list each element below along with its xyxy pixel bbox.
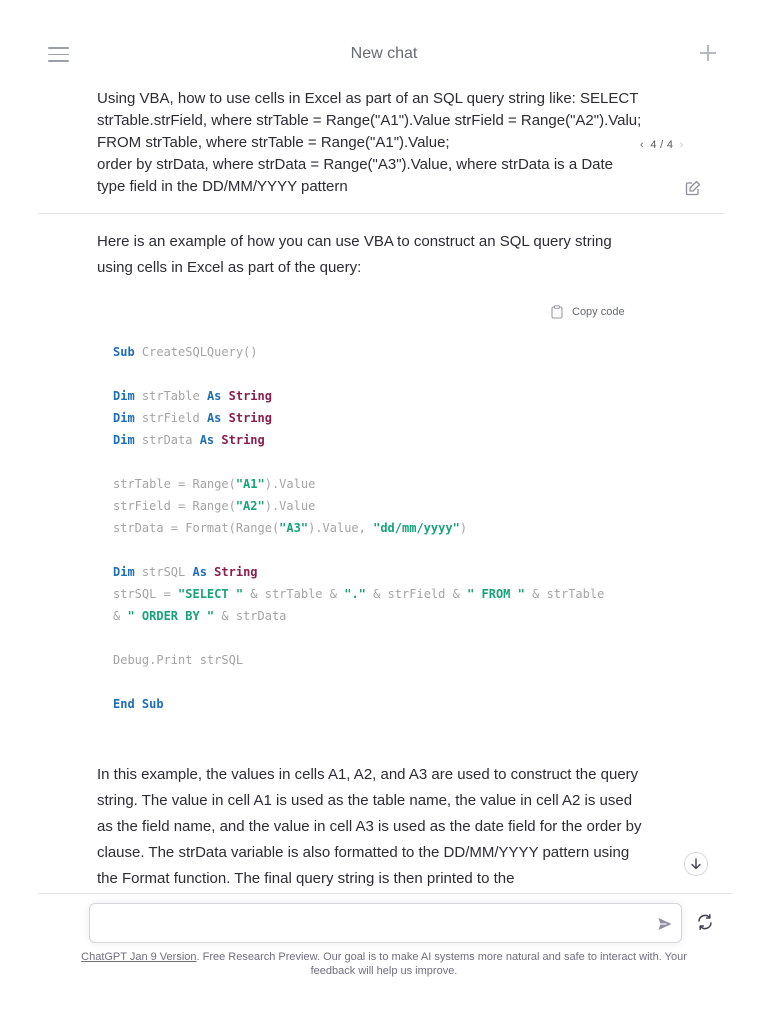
code-line [113, 341, 604, 363]
chevron-left-icon[interactable]: ‹ [640, 139, 644, 151]
code-line [113, 649, 604, 671]
code-token: strData [141, 433, 200, 447]
answer-explanation: In this example, the values in cells A1, A2, and A3 are used to construct the query string. The value in cell A1 is used as the table name, the value in cell A2 is used as the field name, and the value in cell A3 is used as the date field for the order by clause. The strData variable is also formatted to the DD/MM/YYYY pattern using the Format function. The final query string is then printed to the [97, 766, 642, 887]
chevron-right-icon[interactable]: › [679, 139, 684, 151]
code-token: "." [344, 587, 366, 601]
message-input[interactable] [102, 913, 646, 932]
code-token: strField [141, 411, 207, 425]
code-block [113, 341, 604, 715]
code-line [113, 583, 604, 605]
user-message [97, 88, 657, 198]
clipboard-icon [551, 305, 563, 319]
code-line [113, 451, 604, 473]
code-token: Dim [113, 565, 142, 579]
code-token: " ORDER BY " [127, 609, 215, 623]
code-line [113, 561, 604, 583]
code-token: ).Value, [308, 521, 374, 535]
user-message-line: strTable.strField, where strTable = Range("A1").Value strField = Range("A2").Valu; [97, 112, 642, 129]
response-pager [637, 139, 687, 151]
code-token: strTable = Range( [113, 477, 236, 491]
code-token: Dim [113, 411, 142, 425]
code-line [113, 693, 604, 715]
code-line [113, 407, 604, 429]
version-link[interactable]: ChatGPT Jan 9 Version [81, 951, 197, 963]
code-line [113, 517, 604, 539]
composer-area [0, 893, 768, 1024]
code-token: Debug.Print strSQL [113, 653, 244, 667]
code-token: strSQL = [113, 587, 179, 601]
code-line [113, 605, 604, 627]
code-token: ).Value [264, 499, 316, 513]
code-token: Dim [113, 389, 142, 403]
code-token: CreateSQLQuery() [141, 345, 258, 359]
code-token: End Sub [113, 697, 164, 711]
message-input-box[interactable] [89, 903, 682, 943]
code-token: strSQL [141, 565, 193, 579]
code-token: & strField & [365, 587, 468, 601]
code-token: String [221, 433, 265, 447]
code-token: As [206, 389, 229, 403]
page-title: New chat [350, 45, 418, 62]
code-token: String [228, 389, 272, 403]
code-token: "A3" [279, 521, 309, 535]
code-token: " FROM " [467, 587, 525, 601]
copy-code-button[interactable] [551, 305, 625, 319]
code-line [113, 671, 604, 693]
copy-code-label: Copy code [572, 306, 625, 318]
code-token: Sub [113, 345, 142, 359]
code-line [113, 627, 604, 649]
code-token: & strTable & [243, 587, 345, 601]
code-token: String [228, 411, 272, 425]
code-token: & strData [214, 609, 287, 623]
code-token: strData = Format(Range( [113, 521, 280, 535]
user-message-line: type field in the DD/MM/YYYY pattern [97, 178, 348, 195]
scroll-to-bottom-button[interactable] [684, 852, 708, 876]
code-token: As [199, 433, 222, 447]
code-token: "A1" [235, 477, 265, 491]
answer-intro: Here is an example of how you can use VBA to construct an SQL query string using cells in Excel as part of the query: [97, 233, 612, 276]
pager-count: 4 / 4 [650, 139, 674, 151]
code-line [113, 473, 604, 495]
code-token: strTable [141, 389, 207, 403]
code-token: As [206, 411, 229, 425]
user-message-line: order by strData, where strData = Range("A3").Value, where strData is a Date [97, 156, 614, 173]
code-line [113, 429, 604, 451]
code-token: Dim [113, 433, 142, 447]
code-line [113, 539, 604, 561]
footer-note [60, 950, 708, 978]
code-token: ) [459, 521, 468, 535]
message-divider [38, 213, 724, 214]
code-line [113, 495, 604, 517]
user-message-line: Using VBA, how to use cells in Excel as part of an SQL query string like: SELECT [97, 90, 639, 107]
code-token: As [192, 565, 215, 579]
send-icon[interactable] [657, 916, 673, 932]
composer-divider [38, 893, 732, 894]
code-token: strField = Range( [113, 499, 236, 513]
plus-icon[interactable] [698, 43, 718, 63]
code-token: & [113, 609, 128, 623]
code-token: "A2" [235, 499, 265, 513]
code-token: "dd/mm/yyyy" [373, 521, 460, 535]
code-line [113, 363, 604, 385]
user-message-line: FROM strTable, where strTable = Range("A1").Value; [97, 134, 450, 151]
code-token: ).Value [264, 477, 316, 491]
edit-icon[interactable] [685, 180, 701, 196]
footer-text: . Free Research Preview. Our goal is to make AI systems more natural and safe to interact with. Your feedback will help us improve. [196, 951, 687, 977]
code-line [113, 385, 604, 407]
arrow-down-icon [690, 858, 702, 870]
refresh-icon[interactable] [696, 913, 714, 931]
code-token: String [214, 565, 258, 579]
code-token: & strTable [524, 587, 605, 601]
code-token: "SELECT " [178, 587, 244, 601]
